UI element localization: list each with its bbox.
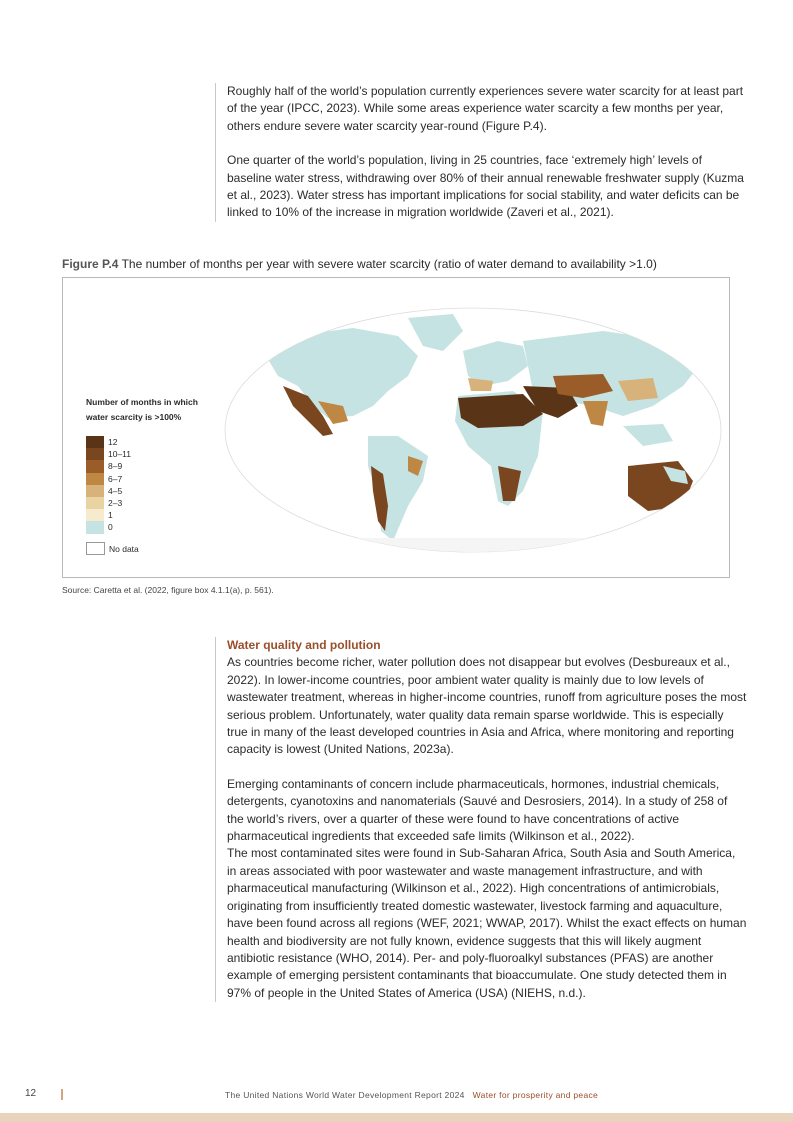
legend-swatch	[86, 521, 104, 533]
legend-label: 0	[108, 522, 113, 533]
footer-title	[225, 1090, 598, 1100]
legend-label: 1	[108, 510, 113, 521]
legend-label: 4–5	[108, 485, 123, 496]
legend	[86, 436, 131, 534]
intro-text-block	[215, 83, 747, 222]
legend-swatch	[86, 473, 104, 485]
legend-item	[86, 497, 131, 509]
antarctica	[243, 538, 703, 556]
legend-swatch	[86, 448, 104, 460]
legend-label: 8–9	[108, 461, 123, 472]
intro-paragraph-1: Roughly half of the world’s population currently experiences severe water scarcity for at least part of the year (IPCC, 2023). While some areas experience water scarcity a few months per year, others endure severe water scarcity year-round (Figure P.4).	[227, 84, 744, 133]
legend-title: Number of months in which water scarcity is >100%	[86, 397, 198, 422]
figure-caption-text: The number of months per year with severe water scarcity (ratio of water demand to availability >1.0)	[121, 257, 657, 271]
figure-source: Source: Caretta et al. (2022, figure box 4.1.1(a), p. 561).	[62, 585, 274, 595]
legend-item	[86, 436, 131, 448]
legend-swatch	[86, 436, 104, 448]
intro-paragraph-2: One quarter of the world’s population, living in 25 countries, face ‘extremely high’ levels of baseline water stress, withdrawing over 80% of their annual renewable freshwater supply (Kuzma et al., 2023). Water stress has important implications for social stability, and water deficits can be linked to 10% of the increase in migration worldwide (Zaveri et al., 2021).	[227, 153, 744, 220]
water-quality-paragraph-1: As countries become richer, water pollution does not disappear but evolves (Desbureaux et al., 2022). In lower-income countries, poor ambient water quality is mainly due to low levels of wastewater treatment, whereas in higher-income countries, runoff from agriculture poses the most serious problem. Unfortunately, water quality data remain sparse worldwide. This is especially true in many of the least developed countries in Asia and Africa, where monitoring and reporting capacity is lowest (United Nations, 2023a).	[227, 655, 747, 757]
legend-label: 6–7	[108, 473, 123, 484]
legend-item	[86, 509, 131, 521]
legend-item	[86, 473, 131, 485]
legend-item	[86, 521, 131, 533]
footer-divider	[61, 1089, 63, 1100]
section-heading: Water quality and pollution	[227, 638, 381, 652]
water-quality-paragraph-2b: The most contaminated sites were found in Sub-Saharan Africa, South Asia and South America, in areas associated with poor wastewater and waste management infrastructure, and with pharmaceutical manufacturing (Wilkinson et al., 2022). High concentrations of antimicrobials, originating from insufficiently treated domestic wastewater, livestock farming and aquaculture, have been found across all regions (WEF, 2021; WWAP, 2017). Whilst the exact effects on human health and biodiversity are not fully known, evidence suggests that this will likely augment antibiotic resistance (WHO, 2014). Per- and poly-fluoroalkyl substances (PFAS) are another example of emerging persistent contaminants that bioaccumulate. One study detected them in 97% of people in the United States of America (USA) (NIEHS, n.d.).	[227, 846, 747, 1000]
legend-swatch	[86, 460, 104, 472]
legend-swatch	[86, 509, 104, 521]
water-quality-paragraph-2a: Emerging contaminants of concern include pharmaceuticals, hormones, industrial chemicals, detergents, cyanotoxins and nanomaterials (Sauvé and Desrosiers, 2014). In a study of 258 of the world’s rivers, over a quarter of these were found to have concentrations of active pharmaceutical ingredients that exceeded safe limits (Wilkinson et al., 2022).	[227, 776, 728, 844]
page-number: 12	[25, 1088, 37, 1099]
report-subtitle: Water for prosperity and peace	[472, 1090, 599, 1100]
legend-item	[86, 485, 131, 497]
no-data-swatch	[86, 542, 105, 555]
figure-label: Figure P.4	[62, 257, 119, 271]
legend-no-data	[86, 542, 139, 555]
report-title: The United Nations World Water Development Report 2024	[225, 1090, 465, 1100]
legend-item	[86, 460, 131, 472]
legend-item	[86, 448, 131, 460]
legend-label: 10–11	[108, 449, 132, 460]
legend-swatch	[86, 485, 104, 497]
legend-label: 2–3	[108, 498, 123, 509]
world-scarcity-map	[223, 306, 723, 556]
legend-label: 12	[108, 437, 118, 448]
figure-caption	[62, 257, 657, 271]
legend-swatch	[86, 497, 104, 509]
bottom-band	[0, 1113, 793, 1122]
no-data-label: No data	[109, 543, 139, 554]
figure-box	[62, 277, 730, 578]
water-quality-text-block	[215, 637, 747, 1002]
